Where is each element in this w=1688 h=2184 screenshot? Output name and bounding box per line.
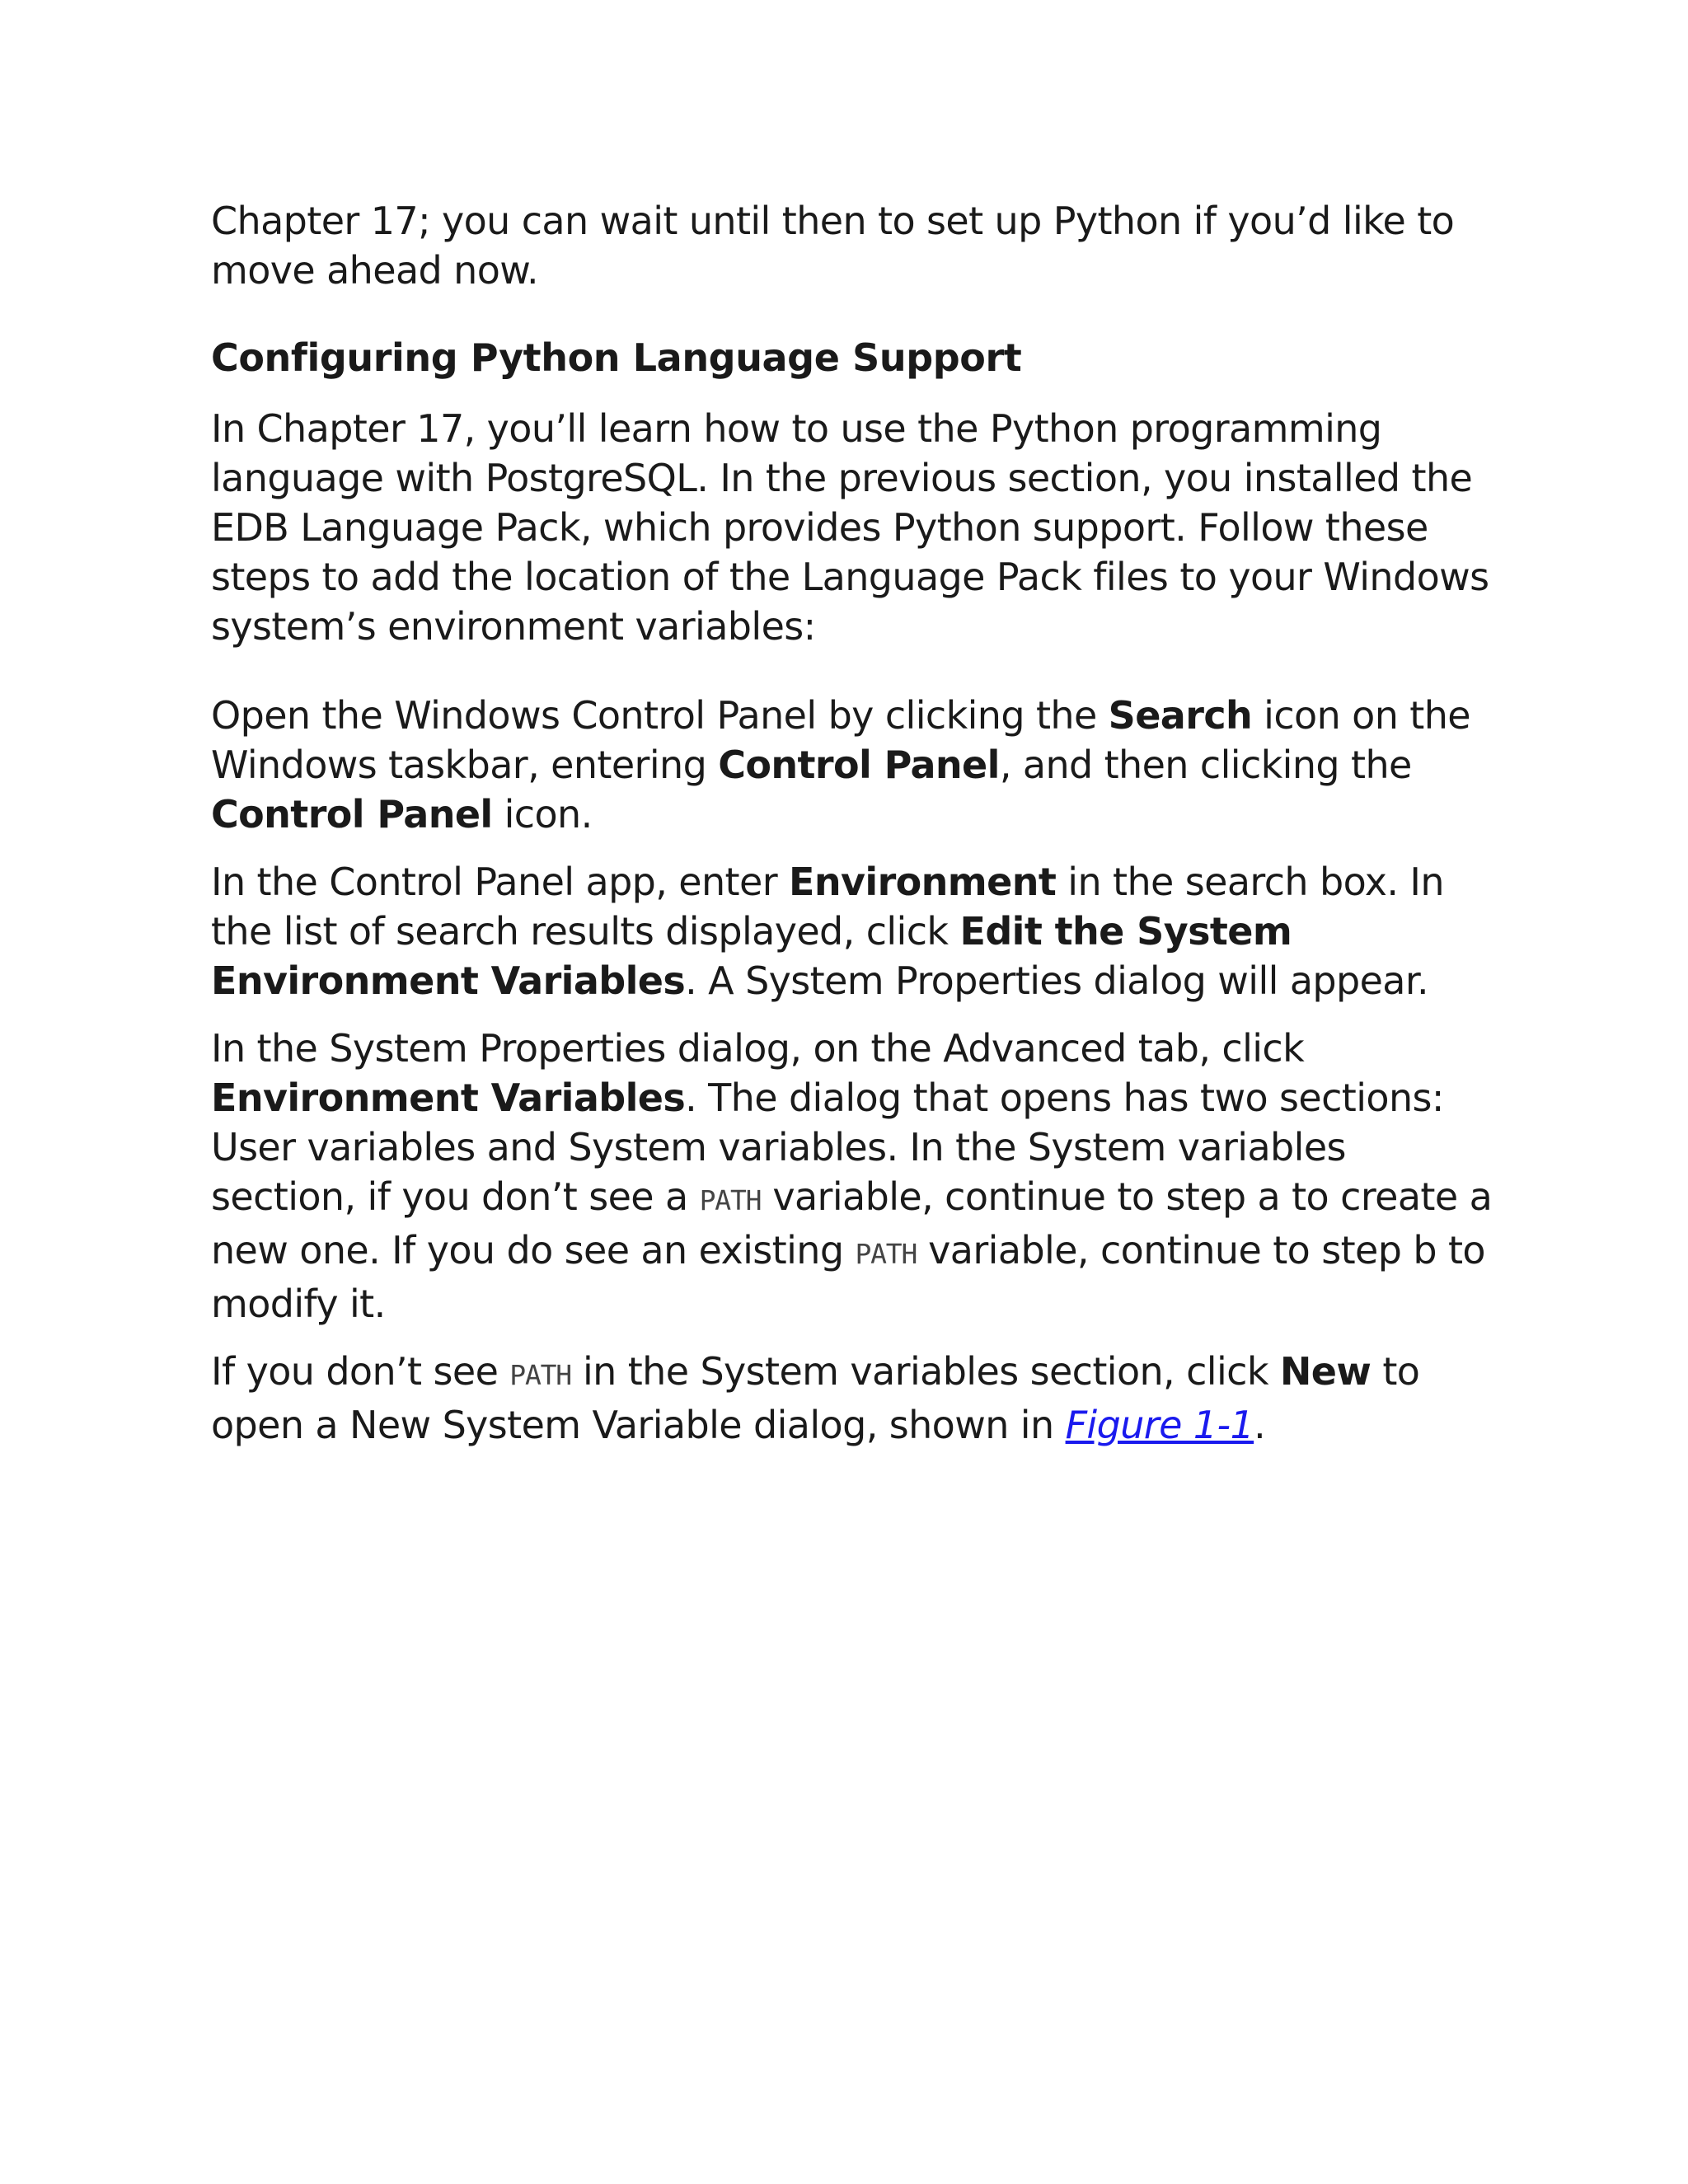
- step-bold-term: Environment Variables: [211, 1076, 686, 1120]
- step-bold-term: Search: [1108, 693, 1253, 738]
- step-text: icon on the Windows taskbar, entering: [211, 693, 1470, 787]
- step-new-variable: [211, 1347, 1497, 1450]
- path-code: PATH: [699, 1184, 762, 1216]
- step-text: . A System Properties dialog will appear.: [685, 958, 1429, 1003]
- step-text: in the search box. In the list of search results displayed, click: [211, 860, 1444, 954]
- section-body-paragraph: In Chapter 17, you’ll learn how to use the Python programming language with PostgreSQL. In the previous section, you installed the EDB Language Pack, which provides Python support. Follow these steps to add the location of the Language Pack files to your Windows system’s environment variables:: [211, 406, 1489, 649]
- step-bold-term: Edit the System Environment Variables: [211, 909, 1292, 1003]
- step-environment-variables: [211, 1024, 1497, 1329]
- step-text: In the Control Panel app, enter: [211, 860, 790, 904]
- figure-link[interactable]: Figure 1-1: [1065, 1403, 1254, 1447]
- document-page: [211, 196, 1497, 1468]
- step-text: If you don’t see: [211, 1349, 510, 1394]
- step-text: .: [1254, 1403, 1266, 1447]
- step-text: Open the Windows Control Panel by clicking the: [211, 693, 1109, 738]
- path-code: PATH: [509, 1359, 571, 1391]
- section-heading: Configuring Python Language Support: [211, 335, 1022, 380]
- intro-paragraph: Chapter 17; you can wait until then to set up Python if you’d like to move ahead now.: [211, 199, 1455, 293]
- step-text: to open a New System Variable dialog, shown in: [211, 1349, 1420, 1447]
- step-text: in the System variables section, click: [570, 1349, 1280, 1394]
- step-text: icon.: [492, 792, 593, 837]
- step-text: variable, continue to step b to modify it.: [211, 1228, 1485, 1326]
- step-text: In the System Properties dialog, on the Advanced tab, click: [211, 1026, 1305, 1071]
- step-bold-term: New: [1279, 1349, 1372, 1394]
- step-text: variable, continue to step a to create a new one. If you do see an existing: [211, 1174, 1493, 1272]
- step-bold-term: Control Panel: [211, 792, 493, 837]
- step-text: , and then clicking the: [999, 743, 1412, 787]
- step-text: . The dialog that opens has two sections: User variables and System variables. In the System variables section, if you don’t see a: [211, 1076, 1444, 1219]
- step-search-environment: [211, 857, 1497, 1005]
- step-bold-term: Control Panel: [718, 743, 1000, 787]
- path-code: PATH: [855, 1238, 917, 1270]
- step-bold-term: Environment: [789, 860, 1057, 904]
- step-open-control-panel: [211, 691, 1497, 839]
